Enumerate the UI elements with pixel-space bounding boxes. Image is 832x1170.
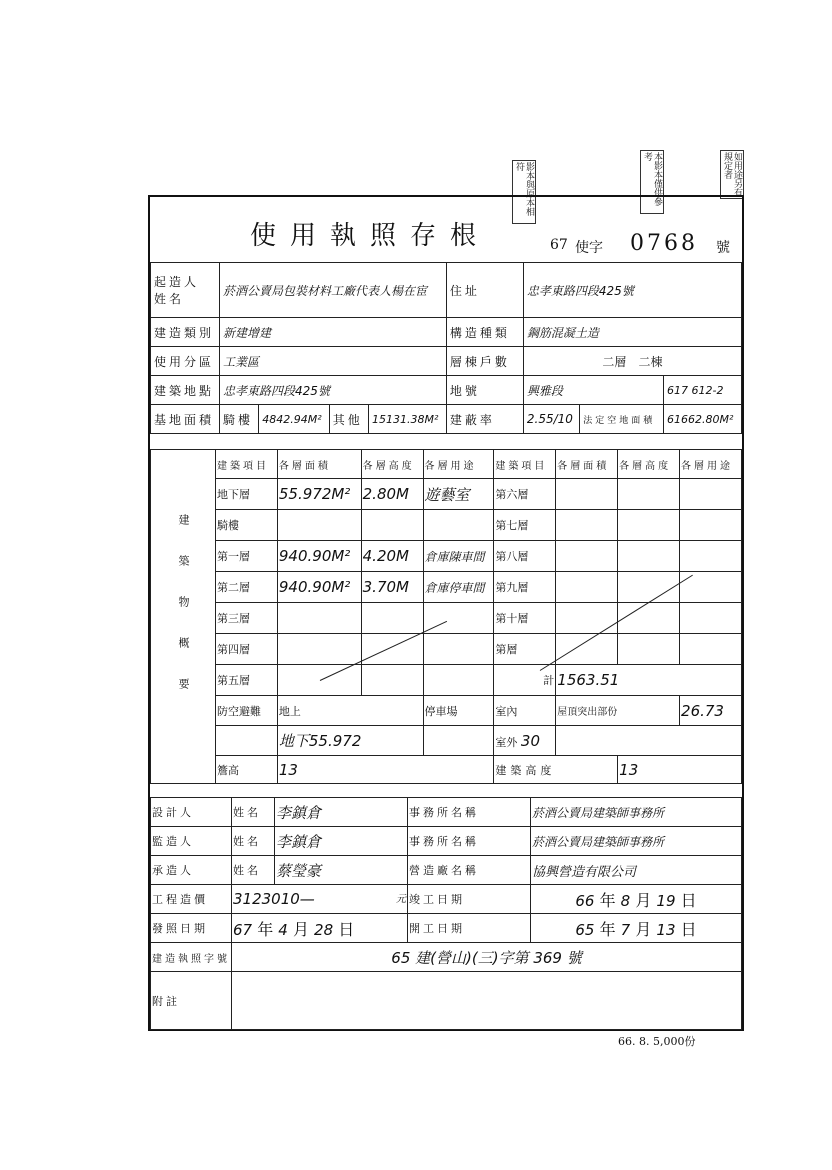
overhang-value: 26.73	[680, 696, 742, 726]
supervisor-name: 李鎮倉	[275, 827, 408, 856]
shelter-label: 防空避難	[216, 696, 278, 726]
other-label: 其他	[329, 405, 368, 434]
designer-label: 設計人	[151, 798, 232, 827]
section-value: 興雅段	[523, 376, 663, 405]
floor-label: 騎樓	[216, 510, 278, 541]
floor-label-r: 第八層	[494, 541, 556, 572]
floor-label-r: 第七層	[494, 510, 556, 541]
builder-name: 菸酒公賣局包裝材料工廠代表人楊在宦	[220, 263, 447, 318]
completion-day: 19	[656, 891, 676, 910]
site-label: 建築地點	[151, 376, 220, 405]
use-zone-value: 工業區	[220, 347, 447, 376]
shelter-below: 地下55.972	[277, 726, 423, 756]
eave-value: 13	[277, 756, 494, 784]
print-info: 66. 8. 5,000份	[618, 1035, 696, 1048]
floor-label-r: 第六層	[494, 479, 556, 510]
name-label: 姓名	[232, 856, 275, 885]
builder-label: 起造人	[154, 275, 200, 289]
floor-label: 第二層	[216, 572, 278, 603]
floor-label: 第一層	[216, 541, 278, 572]
floor-use: 倉庫陳車間	[423, 541, 494, 572]
lot-value: 617 612-2	[664, 376, 742, 405]
floor-area: 55.972M²	[277, 479, 361, 510]
license-suffix: 號	[716, 240, 730, 256]
year-label: 年	[257, 919, 274, 939]
approval-stamp-3: 如用途另有規定者	[722, 152, 742, 197]
company-label: 營造廠名稱	[408, 856, 531, 885]
coverage-value: 2.55/10	[523, 405, 579, 434]
month-label: 月	[292, 919, 309, 939]
note-label: 附註	[151, 972, 232, 1030]
form-grid	[150, 262, 742, 434]
persons-table	[150, 797, 742, 1030]
corridor-label: 騎樓	[220, 405, 259, 434]
height-col-header: 各層高度	[361, 450, 423, 479]
cost-label: 工程造價	[151, 885, 232, 914]
outdoor-label: 室外	[495, 735, 518, 749]
license-form	[148, 195, 744, 1031]
floor-use: 倉庫停車間	[423, 572, 494, 603]
completion-year: 66	[575, 891, 595, 910]
address-value: 忠孝東路四段425號	[523, 263, 741, 318]
contractor-company: 協興營造有限公司	[531, 856, 742, 885]
overhang-label: 屋頂突出部份	[556, 696, 680, 726]
contractor-label: 承造人	[151, 856, 232, 885]
use-zone-label: 使用分區	[151, 347, 220, 376]
legal-space-label: 法定空地面積	[580, 405, 664, 434]
build-type-value: 新建增建	[220, 318, 447, 347]
height-col-header-r: 各層高度	[618, 450, 680, 479]
cost-value: 3123010—	[233, 890, 315, 908]
building-height-label: 建築高度	[494, 756, 618, 784]
outdoor-value: 30	[520, 731, 540, 750]
day-label: 日	[338, 919, 355, 939]
shelter-above: 地上	[277, 696, 423, 726]
floor-area: 940.90M²	[277, 572, 361, 603]
start-month: 7	[620, 920, 631, 939]
start-day: 13	[656, 920, 676, 939]
issue-month: 4	[278, 920, 288, 939]
floor-label: 第三層	[216, 603, 278, 634]
designer-name: 李鎮倉	[275, 798, 408, 827]
permit-label: 建造執照字號	[151, 943, 232, 972]
build-type-label: 建造類別	[151, 318, 220, 347]
floor-area: 940.90M²	[277, 541, 361, 572]
floor-col-header-r: 建築項目	[494, 450, 556, 479]
yuan-label: 元	[396, 894, 406, 905]
day-label: 日	[680, 890, 697, 910]
office-label: 事務所名稱	[408, 798, 531, 827]
structure-label: 構造種類	[446, 318, 523, 347]
floor-label: 第五層	[216, 665, 278, 696]
use-col-header-r: 各層用途	[680, 450, 742, 479]
form-title: 使用執照存根	[250, 221, 491, 251]
approval-stamp-2: 本影本僅供參考	[640, 150, 664, 214]
issue-label: 發照日期	[151, 914, 232, 943]
total-label: 計	[494, 665, 556, 696]
license-number: 0768	[630, 231, 698, 256]
year-label: 年	[599, 890, 616, 910]
issue-day: 28	[314, 920, 334, 939]
license-year: 67	[550, 237, 568, 253]
floor-label: 第四層	[216, 634, 278, 665]
lot-label: 地號	[446, 376, 523, 405]
floor-col-header: 建築項目	[216, 450, 278, 479]
corridor-area: 4842.94M²	[259, 405, 329, 434]
coverage-label: 建蔽率	[446, 405, 523, 434]
area-col-header-r: 各層面積	[556, 450, 618, 479]
name-label: 姓名	[154, 292, 185, 306]
buildings-value: 二棟	[638, 354, 663, 369]
building-summary-label: 建築物概要	[151, 450, 216, 784]
floor-height: 3.70M	[361, 572, 423, 603]
permit-value: 65 建(營山)(三)字第 369 號	[232, 943, 742, 972]
floor-label-r: 第層	[494, 634, 556, 665]
license-word: 使字	[575, 240, 603, 256]
building-height-value: 13	[618, 756, 742, 784]
indoor-label: 室內	[494, 696, 556, 726]
area-col-header: 各層面積	[277, 450, 361, 479]
eave-label: 簷高	[216, 756, 278, 784]
year-label: 年	[599, 919, 616, 939]
parking-label: 停車場	[423, 696, 494, 726]
floor-label: 地下層	[216, 479, 278, 510]
start-label: 開工日期	[408, 914, 531, 943]
day-label: 日	[680, 919, 697, 939]
structure-value: 鋼筋混凝土造	[523, 318, 741, 347]
site-value: 忠孝東路四段425號	[220, 376, 447, 405]
site-area-label: 基地面積	[151, 405, 220, 434]
floor-label-r: 第九層	[494, 572, 556, 603]
floor-use: 遊藝室	[423, 479, 494, 510]
use-col-header: 各層用途	[423, 450, 494, 479]
total-area: 1563.51	[556, 665, 742, 696]
month-label: 月	[635, 890, 652, 910]
supervisor-office: 菸酒公賣局建築師事務所	[531, 827, 742, 856]
completion-label: 竣工日期	[408, 885, 531, 914]
other-area: 15131.38M²	[369, 405, 447, 434]
issue-year: 67	[233, 920, 253, 939]
office-label: 事務所名稱	[408, 827, 531, 856]
name-label: 姓名	[232, 798, 275, 827]
supervisor-label: 監造人	[151, 827, 232, 856]
completion-month: 8	[620, 891, 631, 910]
approval-stamp: 影本與原本相符	[512, 160, 536, 224]
contractor-name: 蔡瑩豪	[275, 856, 408, 885]
month-label: 月	[635, 919, 652, 939]
legal-space-value: 61662.80M²	[664, 405, 742, 434]
address-label: 住址	[446, 263, 523, 318]
name-label: 姓名	[232, 827, 275, 856]
floors-value: 二層	[602, 354, 627, 369]
floor-label-r: 第十層	[494, 603, 556, 634]
start-year: 65	[575, 920, 595, 939]
floors-units-label: 層棟戶數	[446, 347, 523, 376]
floor-height: 4.20M	[361, 541, 423, 572]
floors-table	[150, 449, 742, 784]
designer-office: 菸酒公賣局建築師事務所	[531, 798, 742, 827]
floor-height: 2.80M	[361, 479, 423, 510]
